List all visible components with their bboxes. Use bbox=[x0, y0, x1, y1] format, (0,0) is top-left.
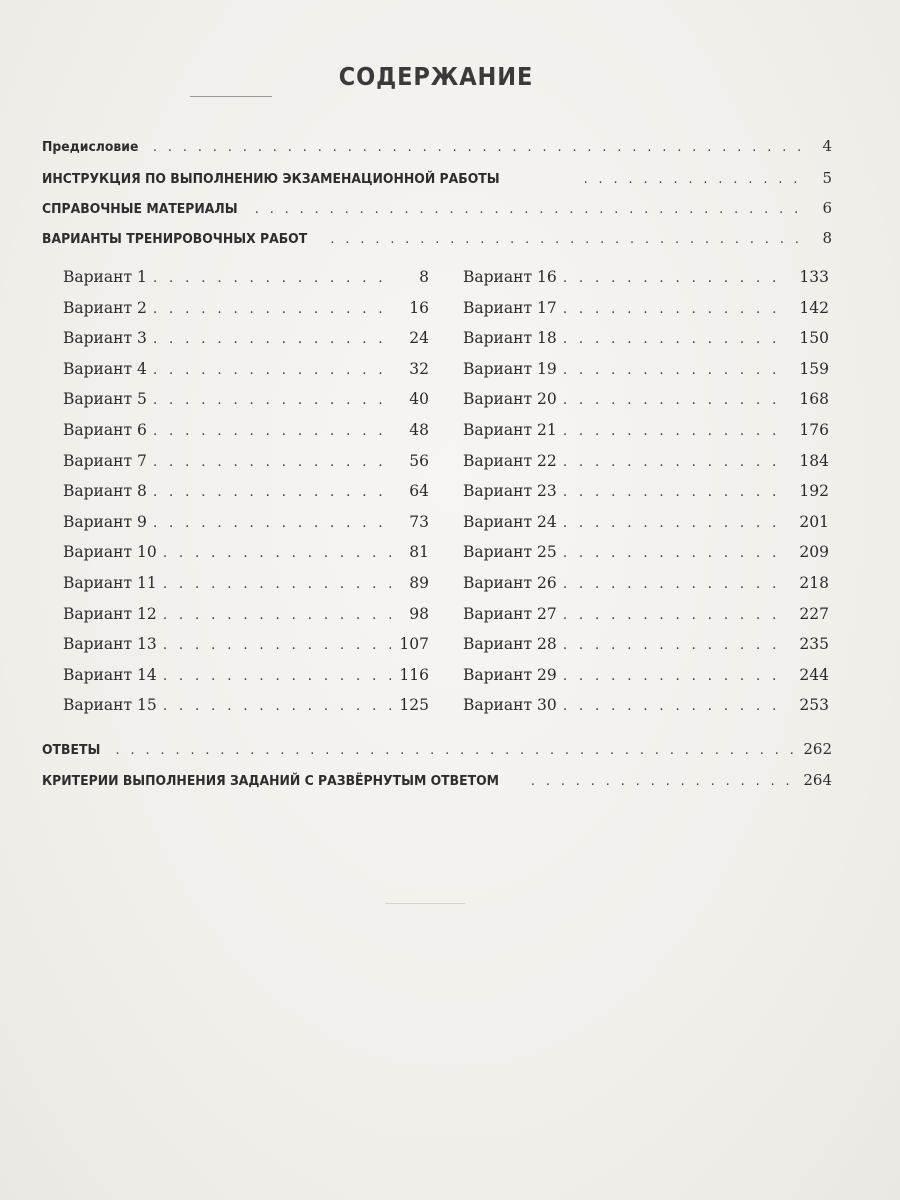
dot-leader bbox=[563, 515, 789, 531]
variant-page: 16 bbox=[409, 298, 429, 317]
variant-entry[interactable] bbox=[63, 390, 429, 421]
toc-entry-page: 6 bbox=[822, 199, 832, 217]
dot-leader bbox=[153, 301, 391, 317]
variant-page: 81 bbox=[409, 543, 429, 562]
dot-leader bbox=[153, 362, 391, 378]
variant-page: 184 bbox=[799, 451, 829, 470]
toc-entry-criteria[interactable] bbox=[42, 771, 832, 795]
toc-entry-label: СПРАВОЧНЫЕ МАТЕРИАЛЫ bbox=[42, 201, 238, 217]
toc-entry-label: ВАРИАНТЫ ТРЕНИРОВОЧНЫХ РАБОТ bbox=[42, 231, 308, 247]
variant-page: 24 bbox=[409, 329, 429, 348]
dot-leader bbox=[563, 545, 789, 561]
variants-column-left bbox=[63, 268, 429, 727]
variant-label: Вариант 13 bbox=[63, 635, 157, 654]
variant-page: 192 bbox=[799, 482, 829, 501]
variant-entry[interactable] bbox=[63, 696, 429, 727]
variant-label: Вариант 10 bbox=[63, 543, 157, 562]
decorative-rule bbox=[385, 903, 465, 904]
variant-entry[interactable] bbox=[463, 299, 829, 330]
variant-label: Вариант 23 bbox=[463, 482, 557, 501]
dot-leader bbox=[563, 423, 789, 439]
variant-label: Вариант 1 bbox=[63, 268, 147, 286]
dot-leader bbox=[153, 270, 391, 286]
dot-leader bbox=[255, 201, 800, 217]
variant-entry[interactable] bbox=[463, 421, 829, 452]
dot-leader bbox=[330, 231, 800, 247]
variant-page: 98 bbox=[409, 604, 429, 623]
variant-label: Вариант 6 bbox=[63, 420, 147, 439]
variant-entry[interactable] bbox=[463, 666, 829, 697]
variant-entry[interactable] bbox=[63, 360, 429, 391]
variant-entry[interactable] bbox=[63, 574, 429, 605]
variant-entry[interactable] bbox=[63, 329, 429, 360]
dot-leader bbox=[153, 515, 391, 531]
dot-leader bbox=[563, 331, 789, 347]
variant-label: Вариант 8 bbox=[63, 482, 147, 501]
dot-leader bbox=[163, 637, 391, 653]
variant-entry[interactable] bbox=[463, 452, 829, 483]
variant-page: 40 bbox=[409, 390, 429, 409]
dot-leader bbox=[153, 423, 391, 439]
dot-leader bbox=[563, 576, 789, 592]
variant-page: 168 bbox=[799, 390, 829, 409]
variant-label: Вариант 19 bbox=[463, 359, 557, 378]
dot-leader bbox=[563, 607, 789, 623]
variant-label: Вариант 24 bbox=[463, 512, 557, 531]
variant-entry[interactable] bbox=[463, 605, 829, 636]
toc-entry-page: 8 bbox=[822, 229, 832, 247]
dot-leader bbox=[153, 331, 391, 347]
toc-entry-answers[interactable] bbox=[42, 740, 832, 764]
variant-entry[interactable] bbox=[463, 574, 829, 605]
dot-leader bbox=[163, 576, 391, 592]
variant-page: 244 bbox=[799, 665, 829, 684]
variant-entry[interactable] bbox=[63, 421, 429, 452]
variant-label: Вариант 12 bbox=[63, 604, 157, 623]
toc-entry-label: ИНСТРУКЦИЯ ПО ВЫПОЛНЕНИЮ ЭКЗАМЕНАЦИОННОЙ РАБОТЫ bbox=[42, 171, 500, 187]
variant-label: Вариант 29 bbox=[463, 665, 557, 684]
variant-label: Вариант 17 bbox=[463, 298, 557, 317]
variant-page: 107 bbox=[399, 635, 429, 654]
variant-label: Вариант 11 bbox=[63, 573, 157, 592]
variant-label: Вариант 4 bbox=[63, 359, 147, 378]
variant-page: 64 bbox=[409, 482, 429, 501]
variant-label: Вариант 5 bbox=[63, 390, 147, 409]
page-title: СОДЕРЖАНИЕ bbox=[338, 62, 534, 91]
dot-leader bbox=[153, 392, 391, 408]
variant-page: 8 bbox=[419, 268, 429, 286]
dot-leader bbox=[563, 454, 789, 470]
variant-entry[interactable] bbox=[463, 482, 829, 513]
dot-leader bbox=[163, 698, 391, 714]
variant-page: 125 bbox=[399, 696, 429, 715]
variant-page: 227 bbox=[799, 604, 829, 623]
dot-leader bbox=[563, 301, 789, 317]
variant-label: Вариант 25 bbox=[463, 543, 557, 562]
variant-page: 32 bbox=[409, 359, 429, 378]
variant-page: 150 bbox=[799, 329, 829, 348]
variant-entry[interactable] bbox=[63, 268, 429, 299]
variant-label: Вариант 28 bbox=[463, 635, 557, 654]
variant-entry[interactable] bbox=[463, 360, 829, 391]
toc-entry-variants[interactable] bbox=[42, 229, 832, 253]
dot-leader bbox=[563, 392, 789, 408]
variant-entry[interactable] bbox=[63, 452, 429, 483]
dot-leader bbox=[153, 139, 800, 155]
dot-leader bbox=[531, 773, 798, 789]
toc-entry-label: ОТВЕТЫ bbox=[42, 742, 101, 758]
dot-leader bbox=[563, 484, 789, 500]
variant-entry[interactable] bbox=[463, 543, 829, 574]
variant-label: Вариант 27 bbox=[463, 604, 557, 623]
variant-entry[interactable] bbox=[63, 299, 429, 330]
variant-page: 56 bbox=[409, 451, 429, 470]
variant-page: 89 bbox=[409, 573, 429, 592]
toc-entry-instructions[interactable] bbox=[42, 169, 832, 193]
variant-label: Вариант 15 bbox=[63, 696, 157, 715]
variant-page: 116 bbox=[399, 665, 429, 684]
variant-label: Вариант 3 bbox=[63, 329, 147, 348]
variant-entry[interactable] bbox=[63, 482, 429, 513]
variant-entry[interactable] bbox=[63, 666, 429, 697]
variant-label: Вариант 9 bbox=[63, 512, 147, 531]
toc-entry-label: КРИТЕРИИ ВЫПОЛНЕНИЯ ЗАДАНИЙ С РАЗВЁРНУТЫМ ОТВЕТОМ bbox=[42, 773, 499, 789]
dot-leader bbox=[163, 545, 391, 561]
variant-page: 235 bbox=[799, 635, 829, 654]
dot-leader bbox=[163, 607, 391, 623]
variant-entry[interactable] bbox=[63, 543, 429, 574]
dot-leader bbox=[163, 668, 391, 684]
variant-page: 176 bbox=[799, 420, 829, 439]
dot-leader bbox=[563, 698, 789, 714]
variant-label: Вариант 16 bbox=[463, 268, 557, 286]
variant-entry[interactable] bbox=[463, 513, 829, 544]
variant-label: Вариант 30 bbox=[463, 696, 557, 715]
toc-entry-page: 264 bbox=[803, 771, 832, 789]
dot-leader bbox=[153, 484, 391, 500]
variant-page: 133 bbox=[799, 268, 829, 286]
dot-leader bbox=[563, 270, 789, 286]
variant-label: Вариант 20 bbox=[463, 390, 557, 409]
variant-page: 218 bbox=[799, 573, 829, 592]
dot-leader bbox=[563, 362, 789, 378]
variant-entry[interactable] bbox=[63, 513, 429, 544]
variant-page: 159 bbox=[799, 359, 829, 378]
variant-entry[interactable] bbox=[463, 635, 829, 666]
toc-entry-label: Предисловие bbox=[42, 139, 139, 155]
variants-column-right bbox=[463, 268, 829, 727]
toc-entry-page: 262 bbox=[803, 740, 832, 758]
variant-entry[interactable] bbox=[63, 605, 429, 636]
toc-entry-page: 4 bbox=[822, 137, 832, 155]
toc-entry-page: 5 bbox=[822, 169, 832, 187]
variant-page: 48 bbox=[409, 420, 429, 439]
toc-entry-preface[interactable] bbox=[42, 137, 832, 161]
variant-label: Вариант 18 bbox=[463, 329, 557, 348]
variant-entry[interactable] bbox=[463, 390, 829, 421]
variant-label: Вариант 7 bbox=[63, 451, 147, 470]
variant-page: 209 bbox=[799, 543, 829, 562]
variant-entry[interactable] bbox=[463, 268, 829, 299]
variant-page: 201 bbox=[799, 512, 829, 531]
dot-leader bbox=[563, 668, 789, 684]
variant-label: Вариант 2 bbox=[63, 298, 147, 317]
toc-entry-reference[interactable] bbox=[42, 199, 832, 223]
dot-leader bbox=[563, 637, 789, 653]
variant-entry[interactable] bbox=[63, 635, 429, 666]
title-rule bbox=[190, 96, 272, 97]
variant-label: Вариант 26 bbox=[463, 573, 557, 592]
dot-leader bbox=[583, 171, 800, 187]
variant-label: Вариант 21 bbox=[463, 420, 557, 439]
variant-page: 253 bbox=[799, 696, 829, 715]
dot-leader bbox=[153, 454, 391, 470]
dot-leader bbox=[115, 742, 797, 758]
variant-page: 73 bbox=[409, 512, 429, 531]
variant-entry[interactable] bbox=[463, 329, 829, 360]
variant-entry[interactable] bbox=[463, 696, 829, 727]
variant-label: Вариант 22 bbox=[463, 451, 557, 470]
variant-label: Вариант 14 bbox=[63, 665, 157, 684]
variant-page: 142 bbox=[799, 298, 829, 317]
